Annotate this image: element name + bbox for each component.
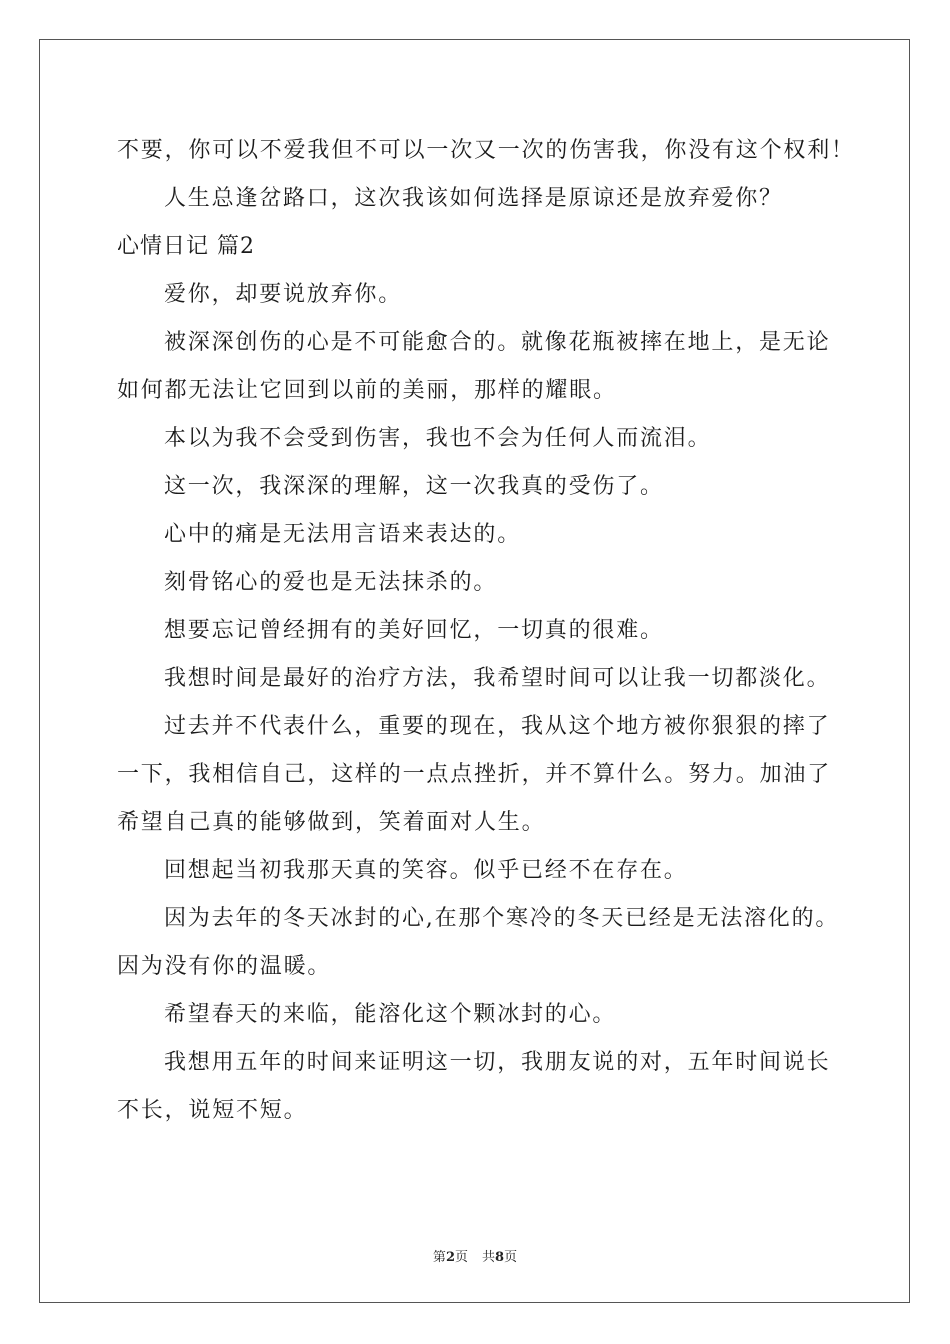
text-line: 希望自己真的能够做到，笑着面对人生。 [117, 810, 546, 835]
page-total: 8 [495, 1250, 505, 1265]
document-body [117, 127, 857, 1135]
paragraph: 被深深创伤的心是不可能愈合的。就像花瓶被摔在地上，是无论 [164, 330, 831, 355]
paragraph: 因为去年的冬天冰封的心,在那个寒冷的冬天已经是无法溶化的。 [164, 906, 840, 931]
total-prefix: 共 [482, 1250, 496, 1265]
page-current: 2 [445, 1250, 455, 1265]
paragraph: 人生总逢岔路口，这次我该如何选择是原谅还是放弃爱你？ [164, 186, 783, 211]
total-suffix: 页 [504, 1250, 518, 1265]
paragraph: 过去并不代表什么，重要的现在，我从这个地方被你狠狠的摔了 [164, 714, 831, 739]
section-heading: 心情日记 篇2 [117, 234, 255, 259]
paragraph: 刻骨铭心的爱也是无法抹杀的。 [164, 570, 498, 595]
paragraph: 爱你，却要说放弃你。 [164, 282, 403, 307]
text-line: 因为没有你的温暖。 [117, 954, 332, 979]
paragraph: 回想起当初我那天真的笑容。似乎已经不在存在。 [164, 858, 688, 883]
paragraph: 我想用五年的时间来证明这一切，我朋友说的对，五年时间说长 [164, 1050, 831, 1075]
text-line: 一下，我相信自己，这样的一点点挫折，并不算什么。努力。加油了 [117, 762, 832, 787]
text-line: 不长，说短不短。 [117, 1098, 308, 1123]
page-suffix: 页 [454, 1250, 468, 1265]
paragraph: 想要忘记曾经拥有的美好回忆，一切真的很难。 [164, 618, 664, 643]
paragraph: 我想时间是最好的治疗方法，我希望时间可以让我一切都淡化。 [164, 666, 831, 691]
paragraph: 这一次，我深深的理解，这一次我真的受伤了。 [164, 474, 664, 499]
text-line: 不要，你可以不爱我但不可以一次又一次的伤害我，你没有这个权利！ [117, 138, 855, 163]
page-footer [0, 1246, 950, 1265]
paragraph: 心中的痛是无法用言语来表达的。 [164, 522, 522, 547]
paragraph: 希望春天的来临，能溶化这个颗冰封的心。 [164, 1002, 617, 1027]
text-line: 如何都无法让它回到以前的美丽，那样的耀眼。 [117, 378, 617, 403]
paragraph: 本以为我不会受到伤害，我也不会为任何人而流泪。 [164, 426, 712, 451]
page-prefix: 第 [432, 1250, 446, 1265]
